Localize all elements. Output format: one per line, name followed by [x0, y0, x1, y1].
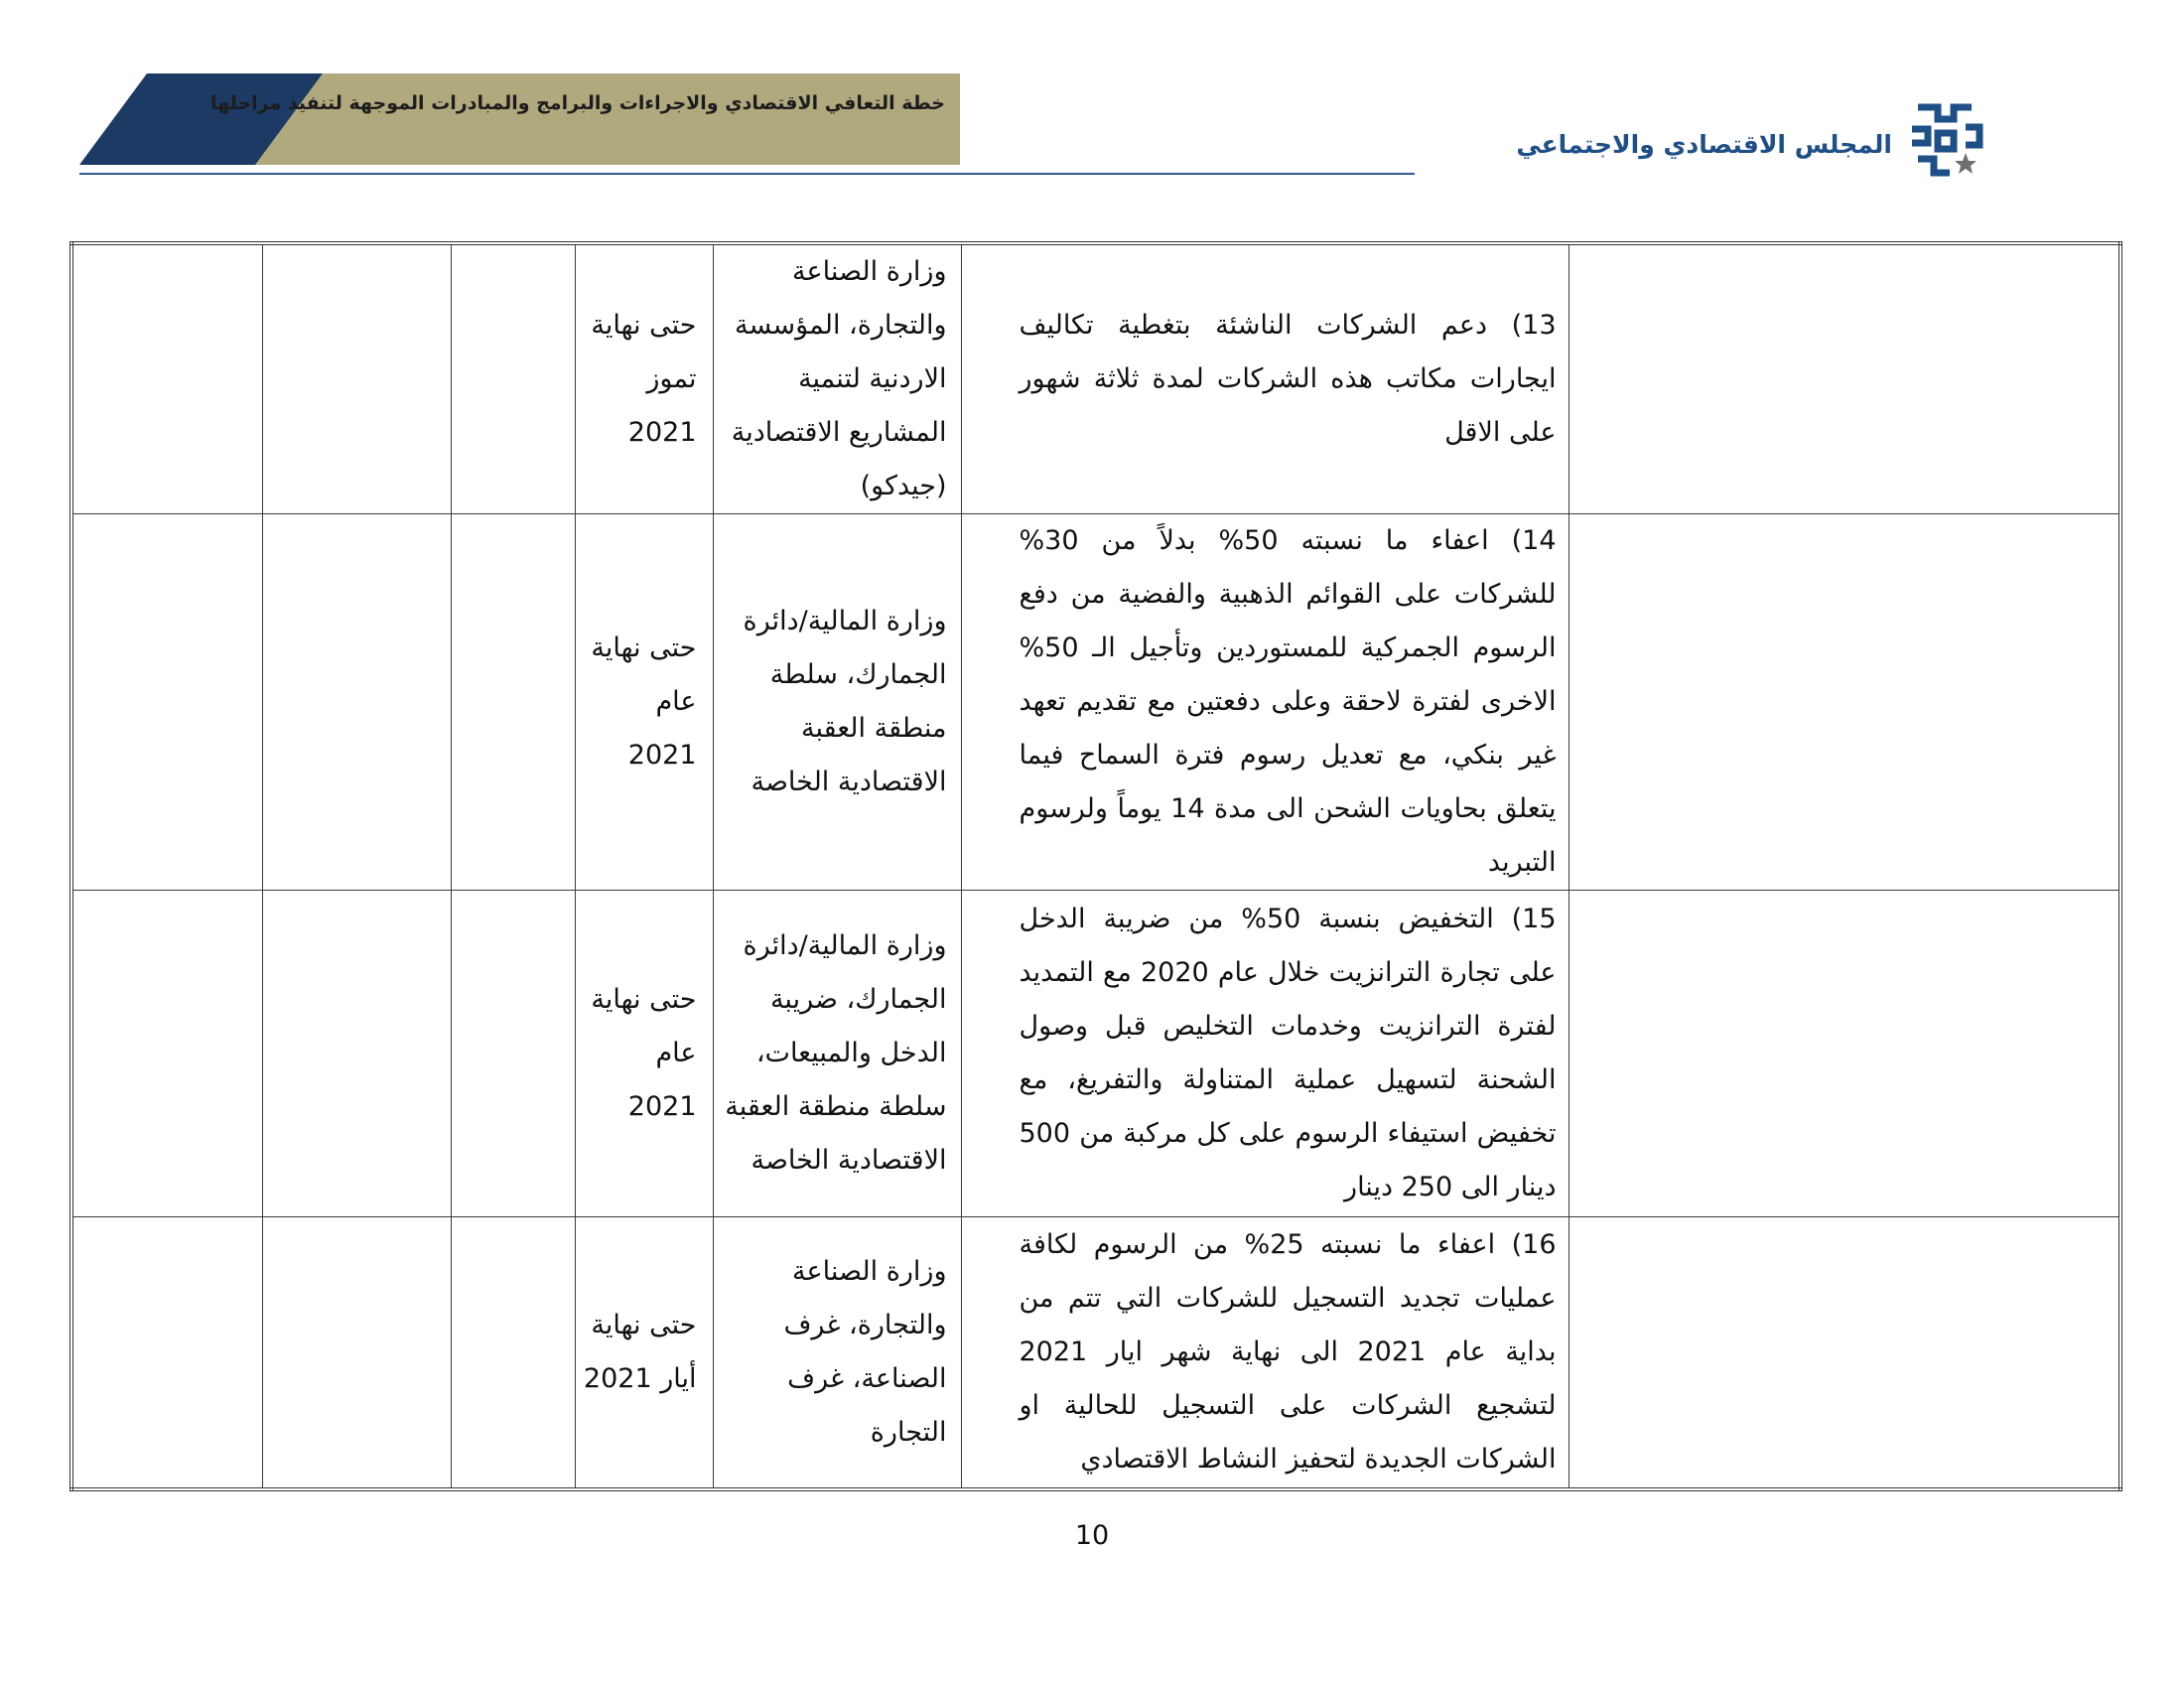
table-cell-empty — [1569, 514, 2120, 891]
header-divider — [79, 173, 1415, 175]
document-title: خطة التعافي الاقتصادي والاجراءات والبرامج والمبادرات الموجهة لتنفيذ مراحلها — [210, 92, 945, 114]
agency-cell: وزارة المالية/دائرة الجمارك، ضريبة الدخل والمبيعات، سلطة منطقة العقبة الاقتصادية الخاصة — [713, 891, 961, 1217]
period-cell: حتى نهاية أيار 2021 — [575, 1217, 713, 1490]
table-cell-empty — [451, 1217, 575, 1490]
agency-cell: وزارة الصناعة والتجارة، المؤسسة الاردنية لتنمية المشاريع الاقتصادية (جيدكو) — [713, 243, 961, 514]
table-cell-empty — [71, 514, 262, 891]
period-cell: حتى نهاية عام 2021 — [575, 891, 713, 1217]
measure-cell: 16) اعفاء ما نسبته 25% من الرسوم لكافة عمليات تجديد التسجيل للشركات التي تتم من بداية عام 2021 الى نهاية شهر ايار 2021 لتشجيع الشركات على التسجيل للحالية او الشركات الجديدة لتحفيز النشاط الاقتصادي — [961, 1217, 1569, 1490]
table-cell-empty — [262, 1217, 451, 1490]
table-cell-empty — [71, 1217, 262, 1490]
table-cell-empty — [71, 243, 262, 514]
period-cell: حتى نهاية عام 2021 — [575, 514, 713, 891]
table-cell-empty — [451, 514, 575, 891]
agency-cell: وزارة المالية/دائرة الجمارك، سلطة منطقة العقبة الاقتصادية الخاصة — [713, 514, 961, 891]
table-cell-empty — [262, 243, 451, 514]
table-cell-empty — [451, 243, 575, 514]
table-row — [71, 514, 2120, 891]
measures-table — [69, 241, 2122, 1491]
table-cell-empty — [1569, 1217, 2120, 1490]
organization-name: المجلس الاقتصادي والاجتماعي — [1516, 130, 1892, 159]
page-number: 10 — [1074, 1520, 1110, 1551]
esc-logo-icon — [1904, 97, 1985, 183]
measure-cell: 13) دعم الشركات الناشئة بتغطية تكاليف ايجارات مكاتب هذه الشركات لمدة ثلاثة شهور على الاقل — [961, 243, 1569, 514]
table-cell-empty — [262, 514, 451, 891]
period-cell: حتى نهاية تموز 2021 — [575, 243, 713, 514]
measure-cell: 15) التخفيض بنسبة 50% من ضريبة الدخل على تجارة الترانزيت خلال عام 2020 مع التمديد لفترة الترانزيت وخدمات التخليص قبل وصول الشحنة لتسهيل عملية المتناولة والتفريغ، مع تخفيض استيفاء الرسوم على كل مركبة من 500 دينار الى 250 دينار — [961, 891, 1569, 1217]
table-cell-empty — [451, 891, 575, 1217]
table-row — [71, 243, 2120, 514]
measure-cell: 14) اعفاء ما نسبته 50% بدلاً من 30% للشركات على القوائم الذهبية والفضية من دفع الرسوم الجمركية للمستوردين وتأجيل الـ 50% الاخرى لفترة لاحقة وعلى دفعتين مع تقديم تعهد غير بنكي، مع تعديل رسوم فترة السماح فيما يتعلق بحاويات الشحن الى مدة 14 يوماً ولرسوم التبريد — [961, 514, 1569, 891]
table-cell-empty — [1569, 243, 2120, 514]
table-cell-empty — [1569, 891, 2120, 1217]
table-row — [71, 1217, 2120, 1490]
agency-cell: وزارة الصناعة والتجارة، غرف الصناعة، غرف التجارة — [713, 1217, 961, 1490]
table-row — [71, 891, 2120, 1217]
table-cell-empty — [262, 891, 451, 1217]
table-cell-empty — [71, 891, 262, 1217]
